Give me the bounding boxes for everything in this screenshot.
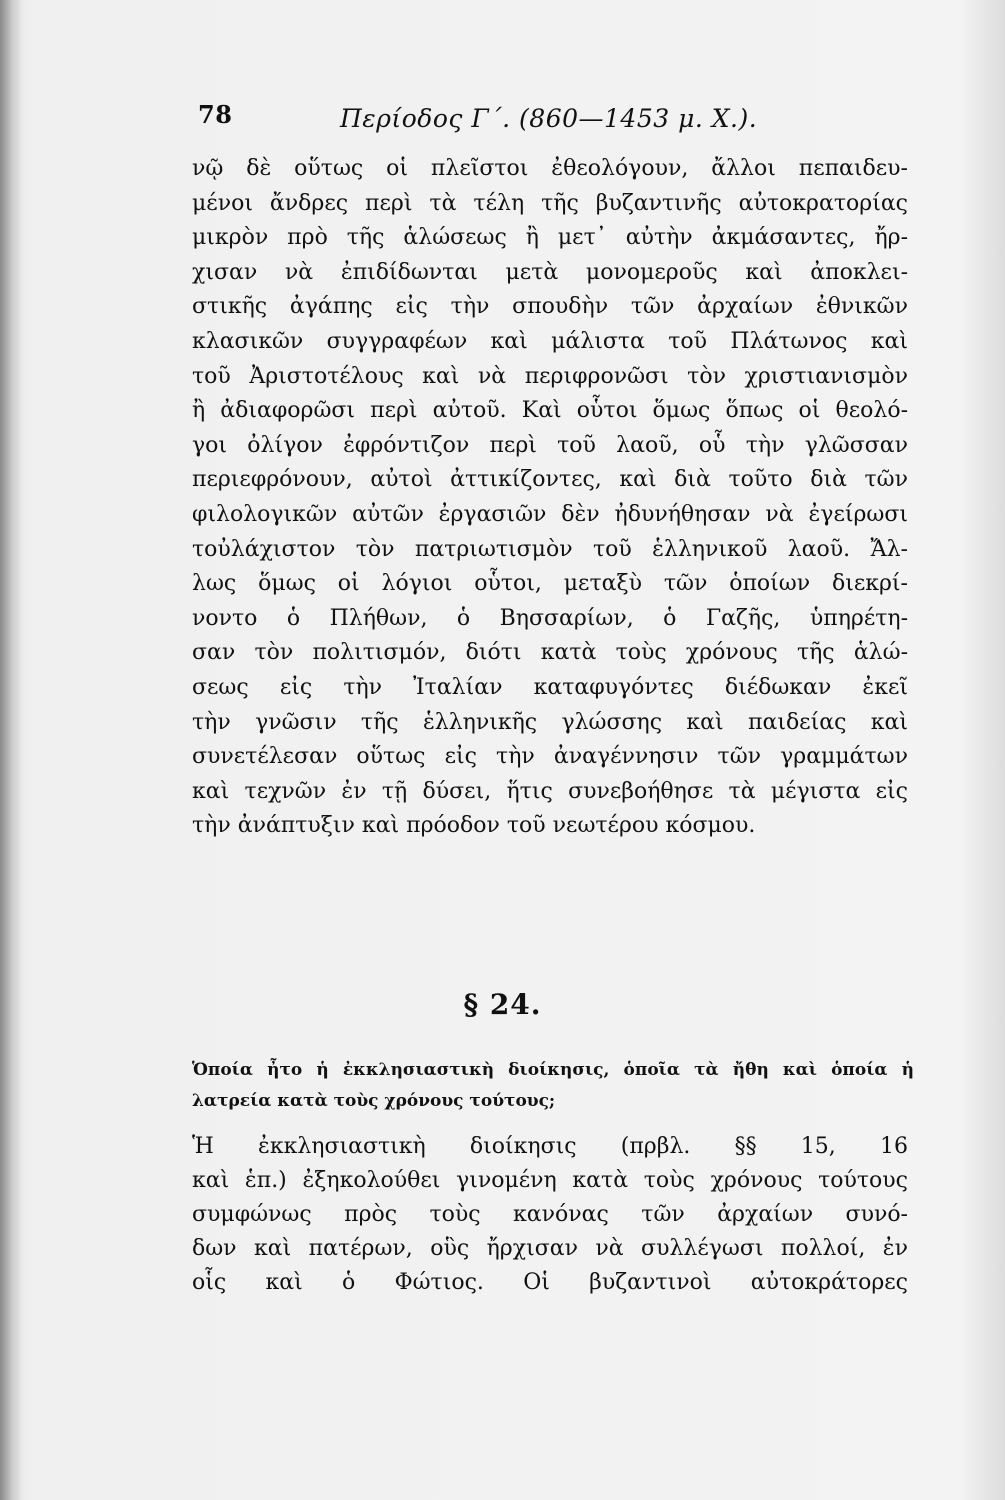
text-line: συμφώνως πρὸς τοὺς κανόνας τῶν ἀρχαίων συνό- <box>192 1202 908 1227</box>
text-line: λως ὅμως οἱ λόγιοι οὗτοι, μεταξὺ τῶν ὁποίων διεκρί- <box>192 571 908 597</box>
text-line: ἢ ἀδιαφορῶσι περὶ αὐτοῦ. Καὶ οὗτοι ὅμως ὅπως οἱ θεολό- <box>192 398 908 424</box>
text-line: φιλολογικῶν αὐτῶν ἐργασιῶν δὲν ἠδυνήθησαν νὰ ἐγείρωσι <box>192 501 908 527</box>
text-line: περιεφρόνουν, αὐτοὶ ἀττικίζοντες, καὶ διὰ τοῦτο διὰ τῶν <box>192 467 908 493</box>
text-line: καὶ τεχνῶν ἐν τῇ δύσει, ἥτις συνεβοήθησε τὰ μέγιστα εἰς <box>192 778 908 804</box>
page-number: 78 <box>198 100 233 129</box>
text-line: κλασικῶν συγγραφέων καὶ μάλιστα τοῦ Πλάτωνος καὶ <box>192 328 908 354</box>
text-line: καὶ ἑπ.) ἐξηκολούθει γινομένη κατὰ τοὺς χρόνους τούτους <box>192 1168 908 1193</box>
section-paragraph <box>192 1130 908 1300</box>
text-line: σαν τὸν πολιτισμόν, διότι κατὰ τοὺς χρόνους τῆς ἁλώ- <box>192 640 908 666</box>
text-line: τὴν γνῶσιν τῆς ἑλληνικῆς γλώσσης καὶ παιδείας καὶ <box>192 709 908 735</box>
text-line: γοι ὀλίγον ἐφρόντιζον περὶ τοῦ λαοῦ, οὗ τὴν γλῶσσαν <box>192 432 908 458</box>
text-line: συνετέλεσαν οὕτως εἰς τὴν ἀναγέννησιν τῶν γραμμάτων <box>192 744 908 770</box>
running-head: Περίοδος Γ΄. (860—1453 μ. Χ.). <box>340 104 758 133</box>
text-line: νοντο ὁ Πλήθων, ὁ Βησσαρίων, ὁ Γαζῆς, ὑπηρέτη- <box>192 605 908 631</box>
page-header <box>198 100 918 140</box>
text-line: Ἡ ἐκκλησιαστικὴ διοίκησις (πρβλ. §§ 15, 16 <box>192 1134 908 1159</box>
main-paragraph <box>192 152 908 844</box>
text-line: μικρὸν πρὸ τῆς ἁλώσεως ἢ μετ᾽ αὐτὴν ἀκμάσαντες, ἤρ- <box>192 225 908 251</box>
text-line: μένοι ἄνδρες περὶ τὰ τέλη τῆς βυζαντινῆς αὐτοκρατορίας <box>192 190 908 216</box>
text-line: σεως εἰς τὴν Ἰταλίαν καταφυγόντες διέδωκαν ἐκεῖ <box>192 674 908 700</box>
text-line: χισαν νὰ ἐπιδίδωνται μετὰ μονομεροῦς καὶ ἀποκλει- <box>192 259 908 285</box>
section-question <box>192 1055 914 1117</box>
text-line: τὴν ἀνάπτυξιν καὶ πρόοδον τοῦ νεωτέρου κόσμου. <box>192 813 756 839</box>
question-line: λατρεία κατὰ τοὺς χρόνους τούτους; <box>192 1091 556 1111</box>
text-line: τοῦ Ἀριστοτέλους καὶ νὰ περιφρονῶσι τὸν χριστιανισμὸν <box>192 363 908 389</box>
text-line: οἷς καὶ ὁ Φώτιος. Οἱ βυζαντινοὶ αὐτοκράτορες <box>192 1270 908 1295</box>
text-line: τοὐλάχιστον τὸν πατριωτισμὸν τοῦ ἑλληνικοῦ λαοῦ. Ἄλ- <box>192 536 908 562</box>
text-line: νῷ δὲ οὕτως οἱ πλεῖστοι ἐθεολόγουν, ἄλλοι πεπαιδευ- <box>192 156 908 181</box>
question-line: Ὁποία ἦτο ἡ ἐκκλησιαστικὴ διοίκησις, ὁποῖα τὰ ἤθη καὶ ὁποία ἡ <box>192 1060 914 1080</box>
text-line: δων καὶ πατέρων, οὓς ἤρχισαν νὰ συλλέγωσι πολλοί, ἐν <box>192 1236 908 1261</box>
page-binding-edge <box>0 0 22 1500</box>
section-heading: § 24. <box>463 988 542 1021</box>
text-line: στικῆς ἀγάπης εἰς τὴν σπουδὴν τῶν ἀρχαίων ἐθνικῶν <box>192 294 908 320</box>
